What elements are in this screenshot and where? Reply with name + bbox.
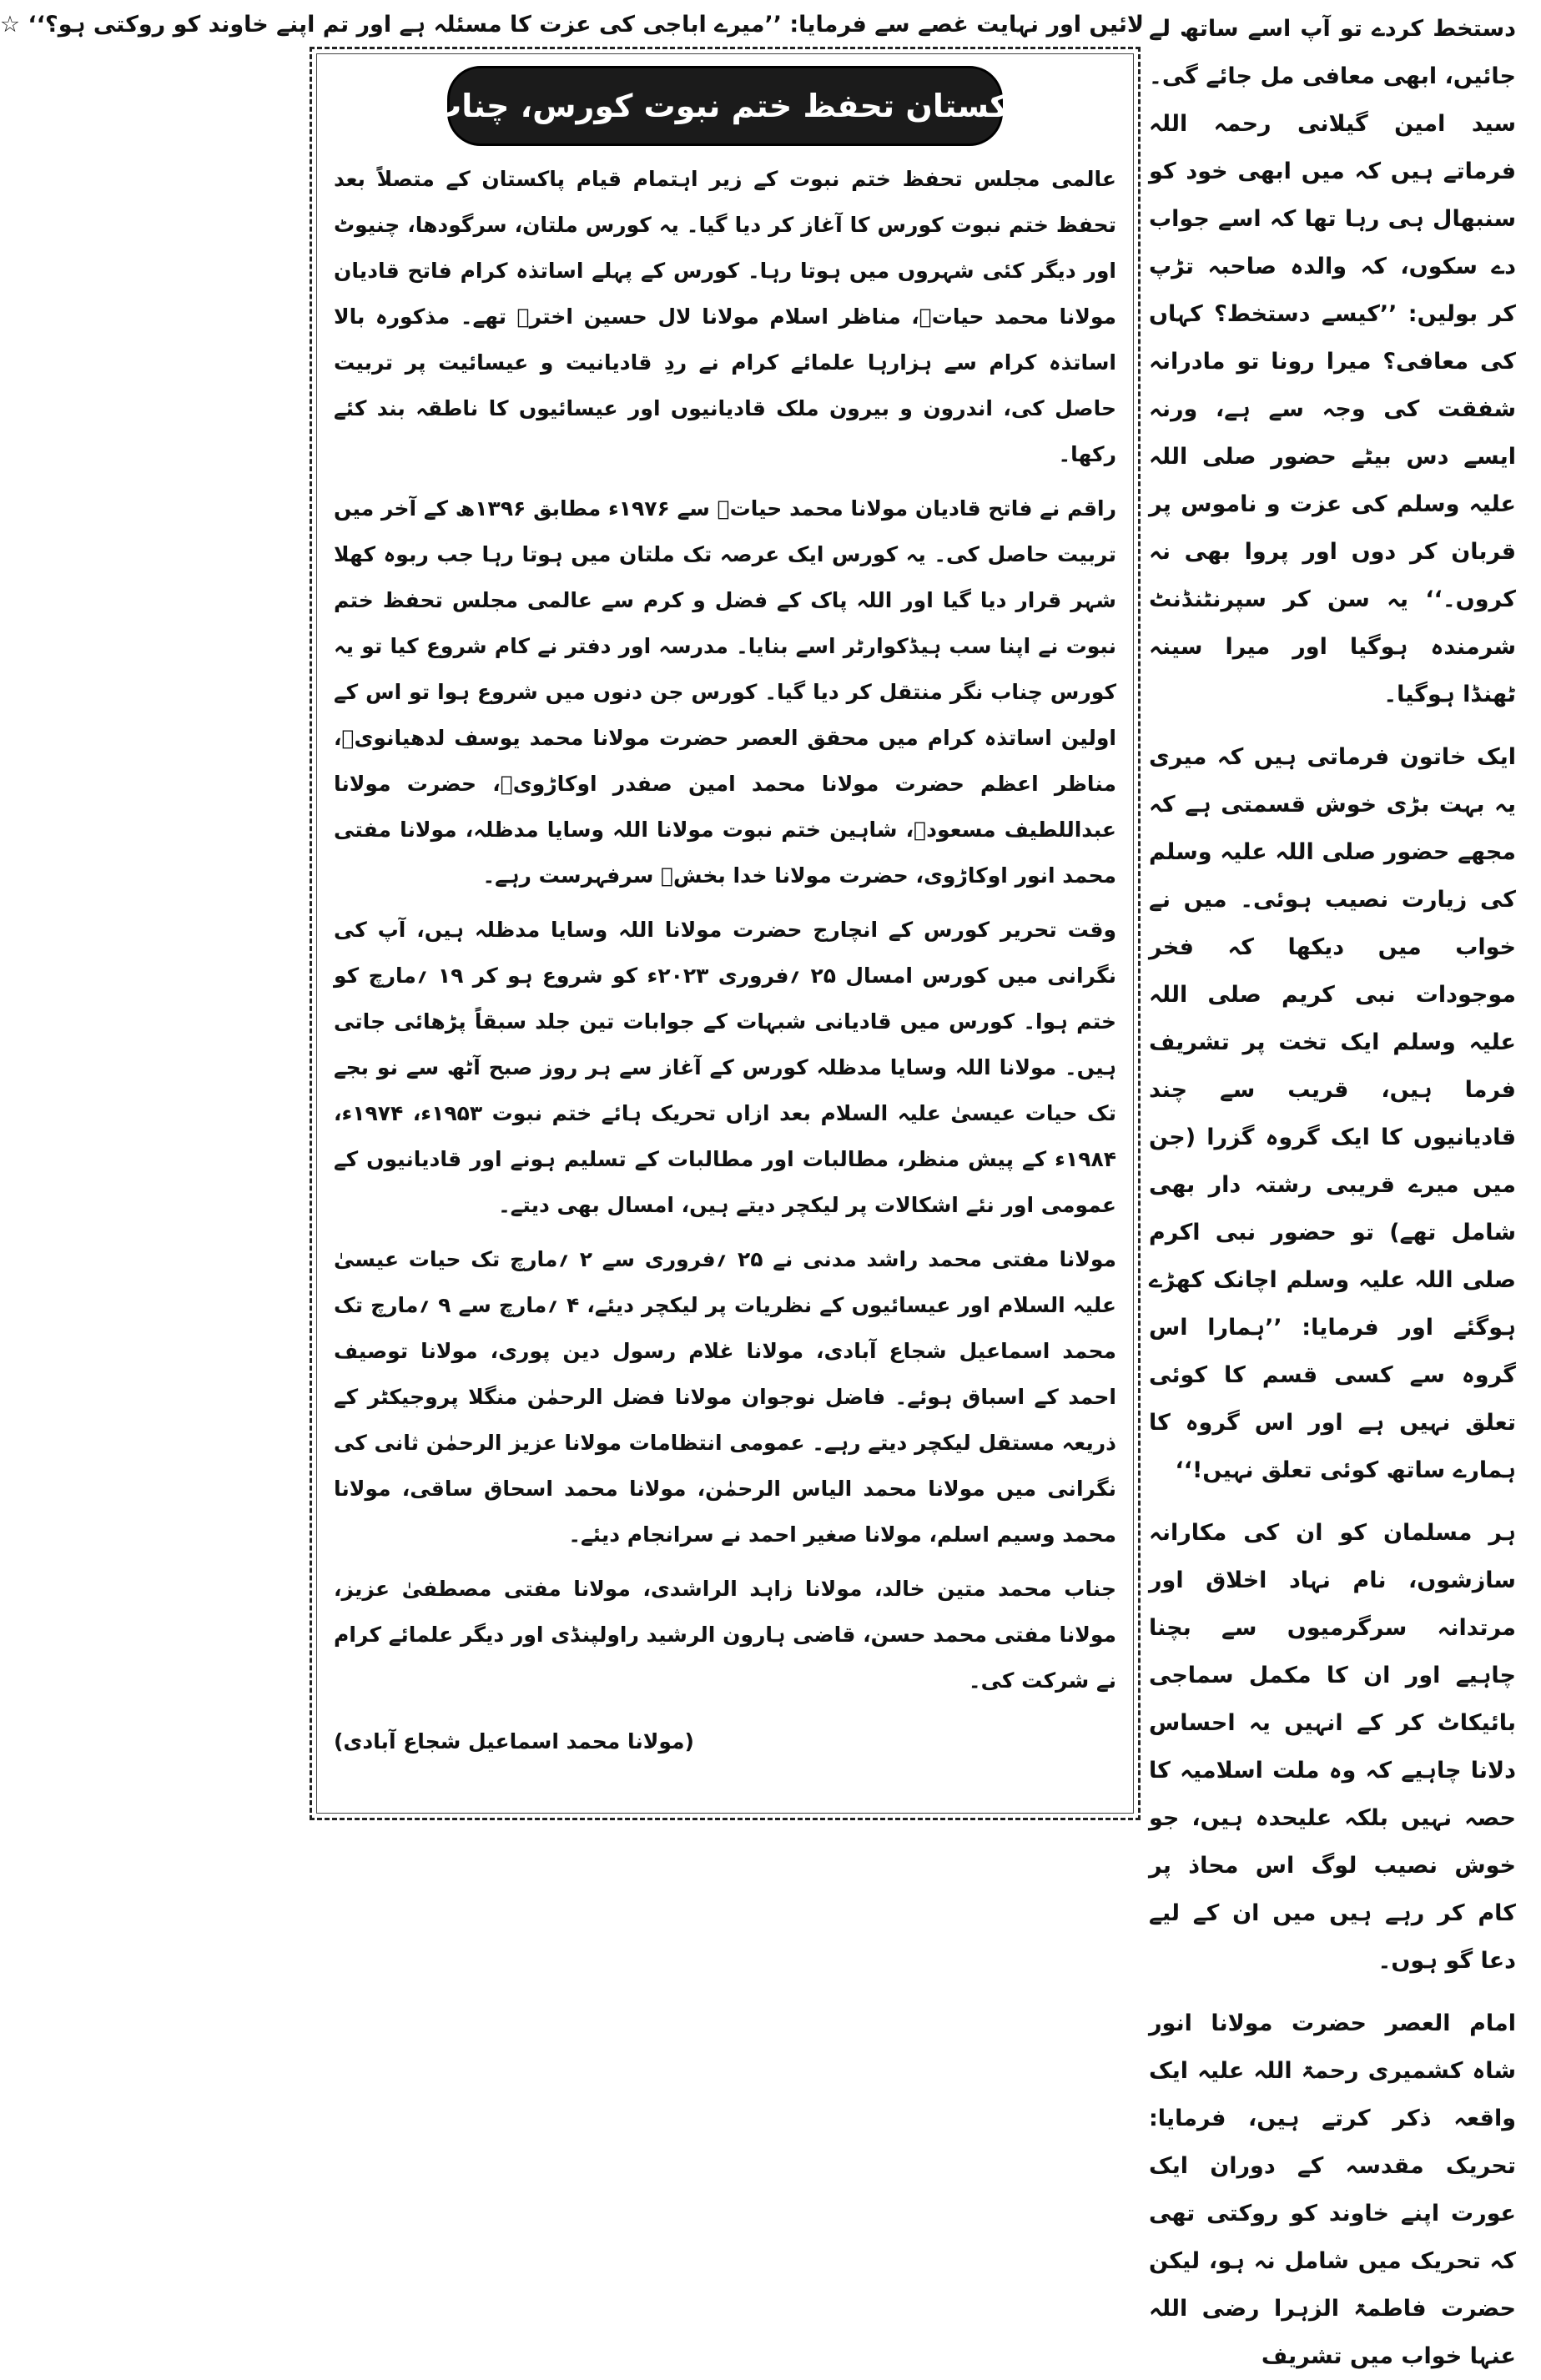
article-body (334, 156, 1116, 1801)
article-paragraph-4: مولانا مفتی محمد راشد مدنی نے ۲۵ ؍فروری سے ۲ ؍مارچ تک حیات عیسیٰ علیہ السلام اور عیسائیوں کے نظریات پر لیکچر دیئے، ۴ ؍مارچ سے ۹ ؍مارچ تک محمد اسماعیل شجاع آبادی، مولانا غلام رسول دین پوری، مولانا توصیف احمد کے اسباق ہوئے۔ فاضل نوجوان مولانا فضل الرحمٰن منگلا پروجیکٹر کے ذریعہ مستقل لیکچر دیتے رہے۔ عمومی انتظامات مولانا عزیز الرحمٰن ثانی کی نگرانی میں مولانا محمد الیاس الرحمٰن، مولانا محمد اسحاق ساقی، مولانا محمد وسیم اسلم، مولانا صغیر احمد نے سرانجام دیئے۔ (333, 1247, 1116, 1547)
right-column (1149, 5, 1516, 2369)
article-paragraph-1: عالمی مجلس تحفظ ختم نبوت کے زیر اہتمام قیام پاکستان کے متصلاً بعد تحفظ ختم نبوت کورس کا آغاز کر دیا گیا۔ یہ کورس ملتان، سرگودھا، چنیوٹ اور دیگر کئی شہروں میں ہوتا رہا۔ کورس کے پہلے اساتذہ کرام فاتح قادیان مولانا محمد حیاتؒ، مناظر اسلام مولانا لال حسین اخترؒ تھے۔ مذکورہ بالا اساتذہ کرام سے ہزارہا علمائے کرام نے ردِ قادیانیت و عیسائیت پر تربیت حاصل کی، اندرون و بیرون ملک قادیانیوں اور عیسائیوں کا ناطقہ بند کئے رکھا۔ (334, 167, 1116, 466)
article-paragraph-3: وقت تحریر کورس کے انچارج حضرت مولانا اللہ وسایا مدظلہ ہیں، آپ کی نگرانی میں کورس امسال ۲۵ ؍فروری ۲۰۲۳ء کو شروع ہو کر ۱۹ ؍مارچ کو ختم ہوا۔ کورس میں قادیانی شبہات کے جوابات تین جلد سبقاً پڑھائی جاتی ہیں۔ مولانا اللہ وسایا مدظلہ کورس کے آغاز سے ہر روز صبح آٹھ سے نو بجے تک حیات عیسیٰ علیہ السلام بعد ازاں تحریک ہائے ختم نبوت ۱۹۵۳ء، ۱۹۷۴ء، ۱۹۸۴ء کے پیش منظر، مطالبات اور مطالبات کے تسلیم ہونے اور قادیانیوں کے عمومی اور نئے اشکالات پر لیکچر دیتے ہیں، امسال بھی دیتے۔ (334, 918, 1117, 1217)
article-paragraph-5: جناب محمد متین خالد، مولانا زاہد الراشدی، مولانا مفتی مصطفیٰ عزیز، مولانا مفتی محمد حسن، قاضی ہارون الرشید راولپنڈی اور دیگر علمائے کرام نے شرکت کی۔ (334, 1577, 1116, 1693)
article-signature: (مولانا محمد اسماعیل شجاع آبادی) (334, 1729, 694, 1754)
article-box (310, 47, 1141, 1820)
top-running-line: لائیں اور نہایت غصے سے فرمایا: ’’میرے اباجی کی عزت کا مسئلہ ہے اور تم اپنے خاوند کو روکتی ہو؟‘‘ ☆ (0, 12, 1144, 38)
article-paragraph-2: راقم نے فاتح قادیان مولانا محمد حیاتؒ سے ۱۹۷۶ء مطابق ۱۳۹۶ھ کے آخر میں تربیت حاصل کی۔ یہ کورس ایک عرصہ تک ملتان میں ہوتا رہا جب ربوہ کھلا شہر قرار دیا گیا اور اللہ پاک کے فضل و کرم سے عالمی مجلس تحفظ ختم نبوت نے اپنا سب ہیڈکوارٹر اسے بنایا۔ مدرسہ اور دفتر نے کام شروع کیا تو یہ کورس چناب نگر منتقل کر دیا گیا۔ کورس جن دنوں میں شروع ہوا تو اس کے اولین اساتذہ کرام میں محقق العصر حضرت مولانا محمد یوسف لدھیانویؒ، مناظر اعظم حضرت مولانا محمد امین صفدر اوکاڑویؒ، حضرت مولانا عبداللطیف مسعودؒ، شاہین ختم نبوت مولانا اللہ وسایا مدظلہ، مولانا مفتی محمد انور اوکاڑوی، حضرت مولانا خدا بخشؒ سرفہرست رہے۔ (334, 496, 1116, 888)
right-paragraph-1: دستخط کردے تو آپ اسے ساتھ لے جائیں، ابھی معافی مل جائے گی۔ سید امین گیلانی رحمہ اللہ فرماتے ہیں کہ میں ابھی خود کو سنبھال ہی رہا تھا کہ اسے جواب دے سکوں، کہ والدہ صاحبہ تڑپ کر بولیں: ’’کیسے دستخط؟ کہاں کی معافی؟ میرا رونا تو مادرانہ شفقت کی وجہ سے ہے، ورنہ ایسے دس بیٹے حضور صلی اللہ علیہ وسلم کی عزت و ناموس پر قربان کر دوں اور پروا بھی نہ کروں۔‘‘ یہ سن کر سپرنٹنڈنٹ شرمندہ ہوگیا اور میرا سینہ ٹھنڈا ہوگیا۔ (1149, 16, 1516, 707)
right-paragraph-2: ایک خاتون فرماتی ہیں کہ میری یہ بہت بڑی خوش قسمتی ہے کہ مجھے حضور صلی اللہ علیہ وسلم کی زیارت نصیب ہوئی۔ میں نے خواب میں دیکھا کہ فخر موجودات نبی کریم صلی اللہ علیہ وسلم ایک تخت پر تشریف فرما ہیں، قریب سے چند قادیانیوں کا ایک گروہ گزرا (جن میں میرے قریبی رشتہ دار بھی شامل تھے) تو حضور نبی اکرم صلی اللہ علیہ وسلم اچانک کھڑے ہوگئے اور فرمایا: ’’ہمارا اس گروہ سے کسی قسم کا کوئی تعلق نہیں ہے اور اس گروہ کا ہمارے ساتھ کوئی تعلق نہیں!‘‘ (1149, 744, 1516, 1483)
right-paragraph-4: امام العصر حضرت مولانا انور شاہ کشمیری رحمۃ اللہ علیہ ایک واقعہ ذکر کرتے ہیں، فرمایا: تحریک مقدسہ کے دوران ایک عورت اپنے خاوند کو روکتی تھی کہ تحریک میں شامل نہ ہو، لیکن حضرت فاطمۃ الزہرا رضی اللہ عنہا خواب میں تشریف (1149, 2010, 1516, 2369)
article-title: آل پاکستان تحفظ ختم نبوت کورس، چناب نگر (447, 66, 1003, 146)
right-paragraph-3: ہر مسلمان کو ان کی مکارانہ سازشوں، نام نہاد اخلاق اور مرتدانہ سرگرمیوں سے بچنا چاہیے اور ان کا مکمل سماجی بائیکاٹ کر کے انہیں یہ احساس دلانا چاہیے کہ وہ ملت اسلامیہ کا حصہ نہیں بلکہ علیحدہ ہیں، جو خوش نصیب لوگ اس محاذ پر کام کر رہے ہیں میں ان کے لیے دعا گو ہوں۔ (1149, 1520, 1516, 1974)
